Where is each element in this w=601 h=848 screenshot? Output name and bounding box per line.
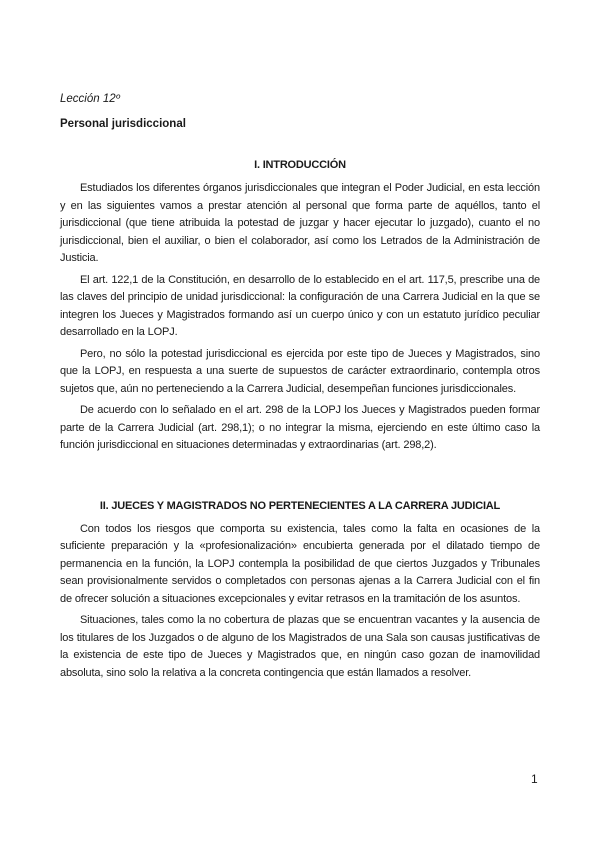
page-number: 1: [531, 772, 538, 786]
paragraph: Pero, no sólo la potestad jurisdiccional es ejercida por este tipo de Jueces y Magistrados, sino que la LOPJ, en respuesta a una suerte de supuestos de carácter extraordinario, contempla otros sujetos que, aún no perteneciendo a la Carrera Judicial, desempeñan funciones jurisdiccionales.: [60, 347, 540, 395]
paragraph: El art. 122,1 de la Constitución, en desarrollo de lo establecido en el art. 117,5, prescribe una de las claves del principio de unidad jurisdiccional: la configuración de una Carrera Judicial en la que se integren los Jueces y Magistrados formando así un cuerpo único y con un estatuto jurídico peculiar desarrollado en la LOPJ.: [60, 273, 540, 338]
paragraph: Situaciones, tales como la no cobertura de plazas que se encuentran vacantes y la ausencia de los titulares de los Juzgados o de alguno de los Magistrados de una Sala son causas justificativas de la existencia de este tipo de Jueces y Magistrados que, en ningún caso gozan de inamovilidad absoluta, sino solo la relativa a la concreta contingencia que están llamados a resolver.: [60, 614, 540, 679]
page-content: [60, 92, 540, 686]
paragraph: De acuerdo con lo señalado en el art. 298 de la LOPJ los Jueces y Magistrados pueden formar parte de la Carrera Judicial (art. 298,1); o no integrar la misma, ejerciendo en este último caso la función jurisdiccional en situaciones determinadas y extraordinarias (art. 298,2).: [60, 404, 540, 451]
section-title-jueces-magistrados: II. JUECES Y MAGISTRADOS NO PERTENECIENTES A LA CARRERA JUDICIAL: [99, 499, 501, 512]
paragraph: Con todos los riesgos que comporta su existencia, tales como la falta en ocasiones de la suficiente preparación y la «profesionalización» encubierta generada por el dilatado tiempo de permanencia en la función, la LOPJ contempla la posibilidad de que ciertos Juzgados y Tribunales sean provisionalmente servidos o completados con personas ajenas a la Carrera Judicial con el fin de ofrecer solución a situaciones excepcionales y evitar retrasos en la tramitación de los asuntos.: [60, 522, 540, 605]
paragraph: Estudiados los diferentes órganos jurisdiccionales que integran el Poder Judicial, en esta lección y en las siguientes vamos a prestar atención al personal que forma parte de aquéllos, tanto el jurisdiccional (que tiene atribuida la potestad de juzgar y hacer ejecutar lo juzgado), cuanto el no jurisdiccional, bien el auxiliar, o bien el colaborador, así como los Letrados de la Administración de Justicia.: [60, 182, 540, 264]
lesson-label: Lección 12º: [60, 93, 120, 105]
section-title-introduccion: I. INTRODUCCIÓN: [254, 159, 346, 171]
subject-title: Personal jurisdiccional: [60, 118, 186, 130]
section-spacer: [60, 459, 540, 499]
